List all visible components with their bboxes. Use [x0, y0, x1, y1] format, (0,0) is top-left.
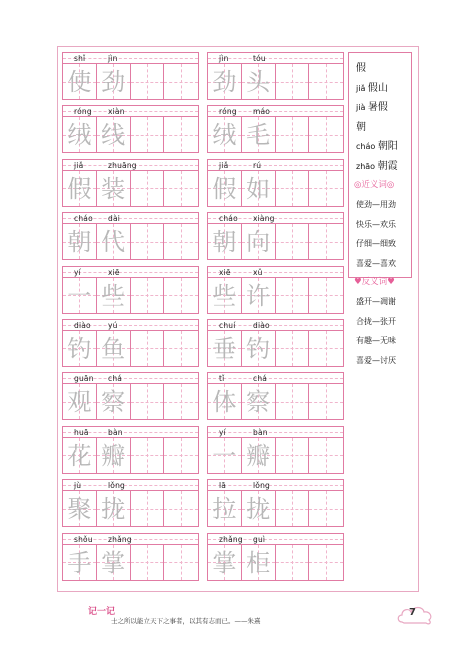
trace-cell: [63, 384, 97, 419]
practice-cell[interactable]: [309, 171, 343, 206]
side-char-jia: 假: [356, 63, 366, 74]
trace-character: 体: [212, 388, 237, 417]
pinyin-band: [63, 160, 198, 171]
pinyin-label: bàn: [253, 427, 268, 437]
pinyin-label: róng: [219, 107, 237, 117]
word-card: [62, 426, 199, 474]
trace-cell: [242, 278, 276, 313]
trace-character: 一: [212, 441, 237, 470]
writing-grid: [208, 64, 343, 99]
writing-grid: [208, 438, 343, 473]
pinyin-label: jìn: [108, 54, 118, 63]
trace-character: 钓: [246, 334, 271, 363]
practice-cell[interactable]: [164, 117, 198, 152]
practice-cell[interactable]: [164, 64, 198, 99]
word-card: [62, 105, 199, 153]
practice-cell[interactable]: [131, 117, 165, 152]
trace-character: 头: [246, 68, 271, 96]
word-card: [207, 266, 344, 314]
practice-cell[interactable]: [276, 384, 310, 419]
trace-cell: [97, 545, 131, 580]
trace-character: 劲: [212, 68, 237, 96]
trace-character: 钓: [67, 334, 92, 363]
pinyin-label: jiǎ: [74, 160, 84, 170]
trace-cell: [208, 64, 242, 99]
practice-cell[interactable]: [164, 545, 198, 580]
pinyin-band: [208, 373, 343, 384]
practice-cell[interactable]: [276, 491, 310, 526]
trace-character: 朝: [212, 228, 237, 257]
trace-character: 一: [67, 281, 92, 310]
trace-cell: [242, 224, 276, 259]
trace-cell: [97, 331, 131, 366]
pinyin-label: zhǎng: [108, 534, 132, 544]
practice-cell[interactable]: [131, 545, 165, 580]
practice-cell[interactable]: [276, 545, 310, 580]
practice-cell[interactable]: [131, 278, 165, 313]
trace-character: 察: [246, 388, 271, 417]
pinyin-label: shǒu: [74, 534, 93, 544]
trace-cell: [97, 64, 131, 99]
writing-grid: [63, 171, 198, 206]
card-row: [62, 426, 346, 479]
trace-character: 使: [67, 68, 92, 96]
pinyin-label: chuí: [219, 320, 236, 330]
trace-character: 绒: [67, 121, 92, 150]
pinyin-band: [63, 320, 198, 331]
practice-cell[interactable]: [309, 278, 343, 313]
practice-cell[interactable]: [276, 438, 310, 473]
practice-cell[interactable]: [164, 491, 198, 526]
writing-grid: [63, 545, 198, 580]
writing-grid: [63, 384, 198, 419]
pinyin-label: diào: [74, 320, 91, 330]
pinyin-label: xiē: [108, 267, 120, 277]
page-number: 7: [409, 607, 416, 618]
trace-cell: [208, 171, 242, 206]
trace-character: 绒: [212, 121, 237, 150]
pinyin-label: guì: [253, 534, 266, 544]
card-row: [62, 212, 346, 265]
trace-character: 些: [101, 281, 126, 310]
pinyin-label: chá: [253, 374, 268, 384]
writing-grid: [208, 171, 343, 206]
trace-cell: [63, 278, 97, 313]
writing-grid: [63, 64, 198, 99]
pinyin-band: [63, 106, 198, 117]
pinyin-label: jiǎ: [219, 160, 229, 170]
practice-cell[interactable]: [309, 491, 343, 526]
word-card: [62, 372, 199, 420]
pinyin-label: guān: [74, 374, 94, 384]
trace-cell: [97, 117, 131, 152]
trace-character: 劲: [101, 68, 126, 96]
writing-grid: [208, 491, 343, 526]
pinyin-label: cháo: [219, 214, 238, 224]
trace-cell: [97, 491, 131, 526]
pinyin-label: jù: [74, 481, 82, 491]
trace-cell: [242, 438, 276, 473]
card-row: [62, 479, 346, 532]
pinyin-label: lǒng: [108, 481, 125, 491]
practice-cell[interactable]: [276, 171, 310, 206]
word-card: [207, 52, 344, 100]
trace-cell: [242, 331, 276, 366]
practice-cell[interactable]: [309, 384, 343, 419]
trace-character: 拢: [246, 495, 271, 524]
trace-character: 许: [246, 281, 271, 310]
trace-character: 柜: [246, 548, 271, 577]
trace-character: 垂: [212, 334, 237, 363]
practice-cell[interactable]: [131, 224, 165, 259]
pinyin-label: zhuāng: [108, 160, 137, 170]
pinyin-band: [63, 213, 198, 224]
word-cards-grid: [62, 52, 346, 586]
trace-character: 聚: [67, 495, 92, 524]
writing-grid: [208, 384, 343, 419]
word-card: [207, 319, 344, 367]
trace-character: 观: [67, 388, 92, 417]
card-row: [62, 105, 346, 158]
practice-cell[interactable]: [276, 224, 310, 259]
pinyin-band: [63, 480, 198, 491]
trace-cell: [208, 545, 242, 580]
practice-cell[interactable]: [131, 438, 165, 473]
trace-character: 如: [246, 174, 271, 203]
pinyin-band: [208, 53, 343, 64]
pinyin-band: [63, 427, 198, 438]
trace-cell: [63, 545, 97, 580]
word-card: [207, 533, 344, 581]
trace-cell: [97, 171, 131, 206]
trace-cell: [97, 438, 131, 473]
trace-character: 拢: [101, 495, 126, 524]
pinyin-label: huā: [74, 427, 89, 437]
practice-cell[interactable]: [164, 171, 198, 206]
pinyin-label: lǒng: [253, 481, 270, 491]
antonym-pair: 盛开—凋谢: [356, 297, 396, 306]
trace-character: 装: [101, 174, 126, 203]
pinyin-band: [208, 267, 343, 278]
synonym-pair: 喜爱—喜欢: [356, 258, 396, 268]
pinyin-band: [208, 480, 343, 491]
practice-cell[interactable]: [164, 438, 198, 473]
card-row: [62, 266, 346, 319]
trace-cell: [63, 171, 97, 206]
antonym-pair: 有趣—无味: [356, 336, 396, 345]
trace-character: 假: [212, 174, 237, 203]
trace-character: 毛: [246, 121, 271, 150]
pinyin-label: róng: [74, 107, 92, 117]
trace-character: 花: [67, 441, 92, 470]
trace-cell: [97, 384, 131, 419]
word-card: [62, 159, 199, 207]
pinyin-label: xiàng: [253, 214, 275, 224]
side-chao-line-2: zhāo 朝霞: [356, 160, 398, 172]
trace-character: 线: [101, 121, 126, 150]
practice-cell[interactable]: [309, 224, 343, 259]
practice-cell[interactable]: [131, 331, 165, 366]
pinyin-band: [208, 320, 343, 331]
trace-cell: [242, 491, 276, 526]
practice-cell[interactable]: [276, 117, 310, 152]
writing-grid: [208, 117, 343, 152]
trace-cell: [63, 331, 97, 366]
word-card: [62, 266, 199, 314]
pinyin-band: [208, 106, 343, 117]
practice-cell[interactable]: [164, 384, 198, 419]
pinyin-band: [63, 373, 198, 384]
trace-cell: [242, 64, 276, 99]
word-card: [207, 159, 344, 207]
writing-grid: [208, 545, 343, 580]
practice-cell[interactable]: [309, 438, 343, 473]
trace-character: 掌: [101, 548, 126, 577]
synonym-pair: 仔细—细致: [356, 239, 396, 248]
writing-grid: [63, 224, 198, 259]
side-char-chao: 朝: [356, 121, 366, 133]
practice-cell[interactable]: [276, 64, 310, 99]
practice-cell[interactable]: [276, 331, 310, 366]
pinyin-label: shǐ: [74, 54, 86, 63]
practice-cell[interactable]: [276, 278, 310, 313]
card-row: [62, 319, 346, 372]
trace-cell: [208, 331, 242, 366]
trace-character: 假: [67, 174, 92, 203]
synonym-pair: 快乐—欢乐: [356, 219, 396, 229]
pinyin-label: tǐ: [219, 374, 225, 384]
trace-cell: [63, 491, 97, 526]
trace-cell: [242, 117, 276, 152]
pinyin-label: lā: [219, 481, 227, 491]
trace-character: 瓣: [246, 441, 271, 470]
footer-quote: 士之所以能立天下之事者，以其有志而已。——朱熹: [111, 617, 261, 625]
practice-cell[interactable]: [131, 491, 165, 526]
antonym-pair: 合拢—张开: [356, 316, 396, 326]
pinyin-label: tóu: [253, 54, 266, 63]
trace-cell: [242, 545, 276, 580]
word-card: [207, 372, 344, 420]
trace-cell: [208, 117, 242, 152]
writing-grid: [208, 278, 343, 313]
word-card: [62, 212, 199, 260]
side-panel: [348, 52, 412, 365]
trace-character: 瓣: [101, 441, 126, 470]
writing-grid: [63, 278, 198, 313]
word-card: [62, 319, 199, 367]
trace-character: 察: [101, 388, 126, 417]
practice-cell[interactable]: [309, 545, 343, 580]
pinyin-band: [63, 267, 198, 278]
trace-cell: [63, 224, 97, 259]
pinyin-label: xiē: [219, 267, 231, 277]
word-card: [207, 479, 344, 527]
practice-cell[interactable]: [131, 64, 165, 99]
trace-cell: [63, 117, 97, 152]
trace-cell: [63, 438, 97, 473]
trace-cell: [208, 491, 242, 526]
antonym-pair: 喜爱—讨厌: [356, 355, 396, 365]
pinyin-label: yú: [108, 320, 118, 330]
pinyin-label: cháo: [74, 214, 93, 224]
card-row: [62, 159, 346, 212]
antonym-heading: ♥反义词♥: [354, 277, 395, 287]
trace-character: 向: [246, 228, 271, 257]
pinyin-label: diào: [253, 320, 270, 330]
practice-cell[interactable]: [164, 224, 198, 259]
writing-grid: [63, 117, 198, 152]
pinyin-label: xiàn: [108, 107, 125, 117]
pinyin-band: [208, 427, 343, 438]
card-row: [62, 372, 346, 425]
pinyin-label: chá: [108, 374, 123, 384]
side-jia-line-1: jiǎ 假山: [356, 82, 388, 94]
practice-cell[interactable]: [309, 64, 343, 99]
word-card: [62, 533, 199, 581]
trace-cell: [208, 278, 242, 313]
word-card: [207, 426, 344, 474]
word-card: [207, 105, 344, 153]
writing-grid: [208, 331, 343, 366]
pinyin-label: xǔ: [253, 267, 263, 277]
writing-grid: [63, 331, 198, 366]
pinyin-label: bàn: [108, 427, 123, 437]
practice-cell[interactable]: [164, 331, 198, 366]
practice-cell[interactable]: [309, 331, 343, 366]
trace-cell: [208, 438, 242, 473]
card-row: [62, 52, 346, 105]
practice-cell[interactable]: [131, 171, 165, 206]
pinyin-label: zhǎng: [219, 534, 243, 544]
pinyin-label: rú: [253, 160, 262, 170]
trace-cell: [97, 224, 131, 259]
pinyin-band: [208, 213, 343, 224]
pinyin-band: [208, 534, 343, 545]
word-card: [207, 212, 344, 260]
pinyin-label: jìn: [219, 54, 229, 63]
side-jia-line-2: jià 暑假: [356, 102, 388, 113]
trace-character: 拉: [212, 495, 237, 524]
trace-cell: [242, 384, 276, 419]
trace-character: 鱼: [101, 334, 126, 363]
trace-cell: [63, 64, 97, 99]
practice-cell[interactable]: [309, 117, 343, 152]
practice-cell[interactable]: [164, 278, 198, 313]
word-card: [62, 479, 199, 527]
trace-character: 手: [67, 548, 92, 577]
side-chao-line-1: cháo 朝阳: [356, 141, 398, 152]
pinyin-band: [63, 534, 198, 545]
card-row: [62, 533, 346, 586]
pinyin-band: [208, 160, 343, 171]
trace-character: 掌: [212, 548, 237, 577]
trace-cell: [97, 278, 131, 313]
synonym-pair: 使劲—用劲: [356, 200, 396, 209]
trace-cell: [208, 384, 242, 419]
pinyin-band: [63, 53, 198, 64]
pinyin-label: yí: [74, 267, 81, 277]
trace-cell: [242, 171, 276, 206]
writing-grid: [208, 224, 343, 259]
trace-character: 代: [101, 228, 126, 257]
pinyin-label: máo: [253, 107, 271, 117]
pinyin-label: yí: [219, 427, 226, 437]
trace-character: 朝: [67, 228, 92, 257]
writing-grid: [63, 491, 198, 526]
synonym-heading: ◎近义词◎: [354, 180, 395, 190]
practice-cell[interactable]: [131, 384, 165, 419]
pinyin-label: dài: [108, 214, 121, 224]
writing-grid: [63, 438, 198, 473]
trace-character: 些: [212, 281, 237, 310]
word-card: [62, 52, 199, 100]
trace-cell: [208, 224, 242, 259]
footer-title: 记一记: [88, 607, 116, 617]
